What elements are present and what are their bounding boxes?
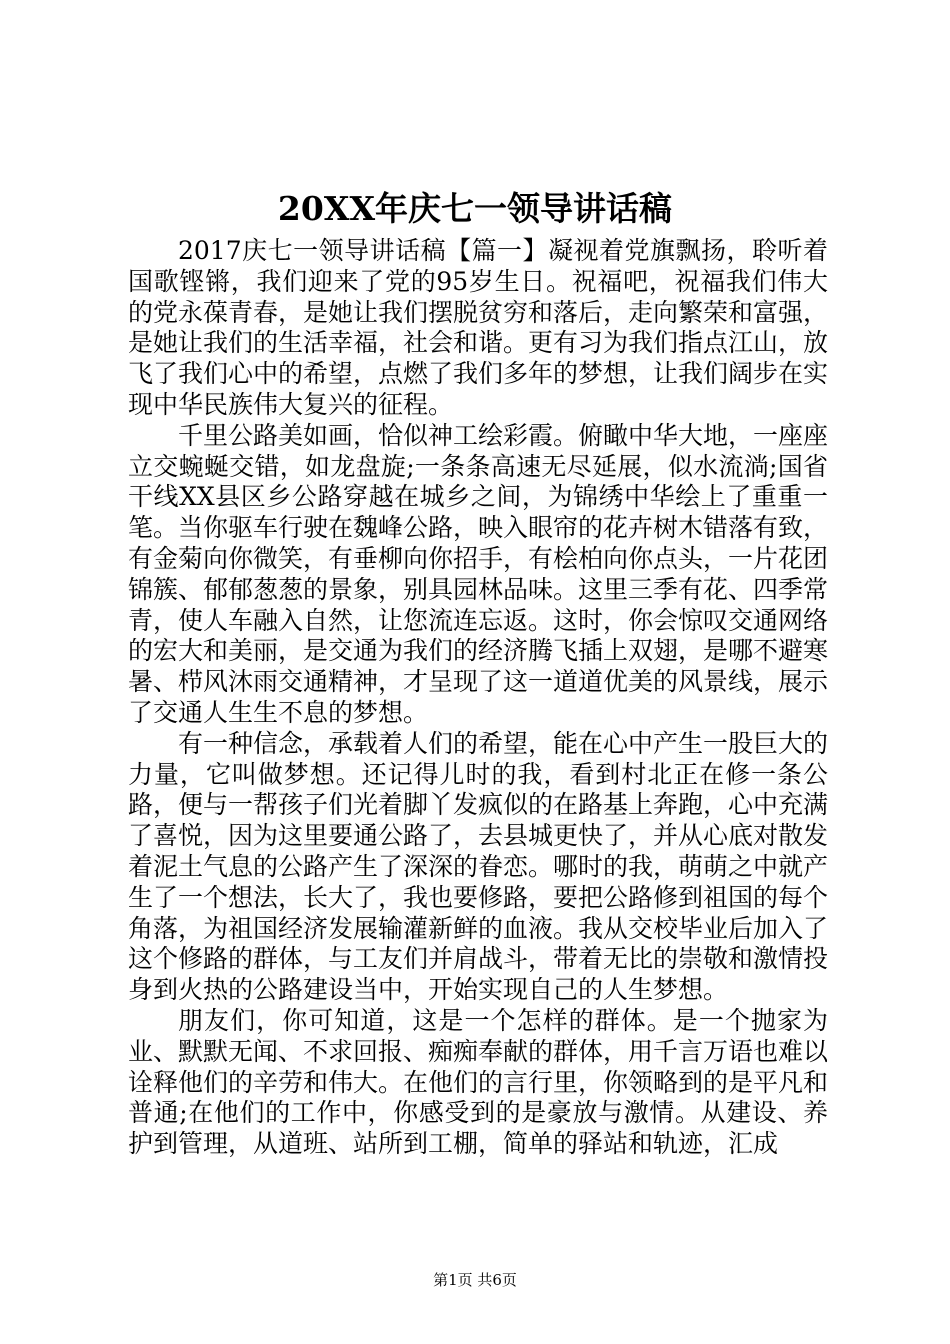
paragraph-1: 2017庆七一领导讲话稿【篇一】凝视着党旗飘扬，聆听着国歌铿锵，我们迎来了党的95岁生日。祝福吧，祝福我们伟大的党永葆青春，是她让我们摆脱贫穷和落后，走向繁荣和富强，是她让我们的生活幸福，社会和谐。更有习为我们指点江山，放飞了我们心中的希望，点燃了我们多年的梦想，让我们阔步在实现中华民族伟大复兴的征程。 [128, 236, 829, 419]
document-title: 20XX年庆七一领导讲话稿 [277, 189, 673, 228]
paragraph-3: 有一种信念，承载着人们的希望，能在心中产生一股巨大的力量，它叫做梦想。还记得儿时的我，看到村北正在修一条公路，便与一帮孩子们光着脚丫发疯似的在路基上奔跑，心中充满了喜悦，因为这里要通公路了，去县城更快了，并从心底对散发着泥土气息的公路产生了深深的眷恋。哪时的我，萌萌之中就产生了一个想法，长大了，我也要修路，要把公路修到祖国的每个角落，为祖国经济发展输灌新鲜的血液。我从交校毕业后加入了这个修路的群体，与工友们并肩战斗，带着无比的崇敬和激情投身到火热的公路建设当中，开始实现自己的人生梦想。 [128, 728, 829, 1005]
paragraph-2: 千里公路美如画，恰似神工绘彩霞。俯瞰中华大地，一座座立交蜿蜒交错，如龙盘旋;一条条高速无尽延展，似水流淌;国省干线XX县区乡公路穿越在城乡之间，为锦绣中华绘上了重重一笔。当你驱车行驶在魏峰公路，映入眼帘的花卉树木错落有致，有金菊向你微笑，有垂柳向你招手，有桧柏向你点头，一片花团锦簇、郁郁葱葱的景象，别具园林品味。这里三季有花、四季常青，使人车融入自然，让您流连忘返。这时，你会惊叹交通网络的宏大和美丽，是交通为我们的经济腾飞插上双翅，是哪不避寒暑、栉风沐雨交通精神，才呈现了这一道道优美的风景线，展示了交通人生生不息的梦想。 [128, 420, 829, 727]
page-number-footer: 第1页 共6页 [433, 1271, 517, 1289]
paragraph-4: 朋友们，你可知道，这是一个怎样的群体。是一个抛家为业、默默无闻、不求回报、痴痴奉献的群体，用千言万语也难以诠释他们的辛劳和伟大。在他们的言行里，你领略到的是平凡和普通;在他们的工作中，你感受到的是豪放与激情。从建设、养护到管理，从道班、站所到工棚，简单的驿站和轨迹，汇成 [128, 1005, 829, 1159]
document-body [128, 236, 828, 1160]
